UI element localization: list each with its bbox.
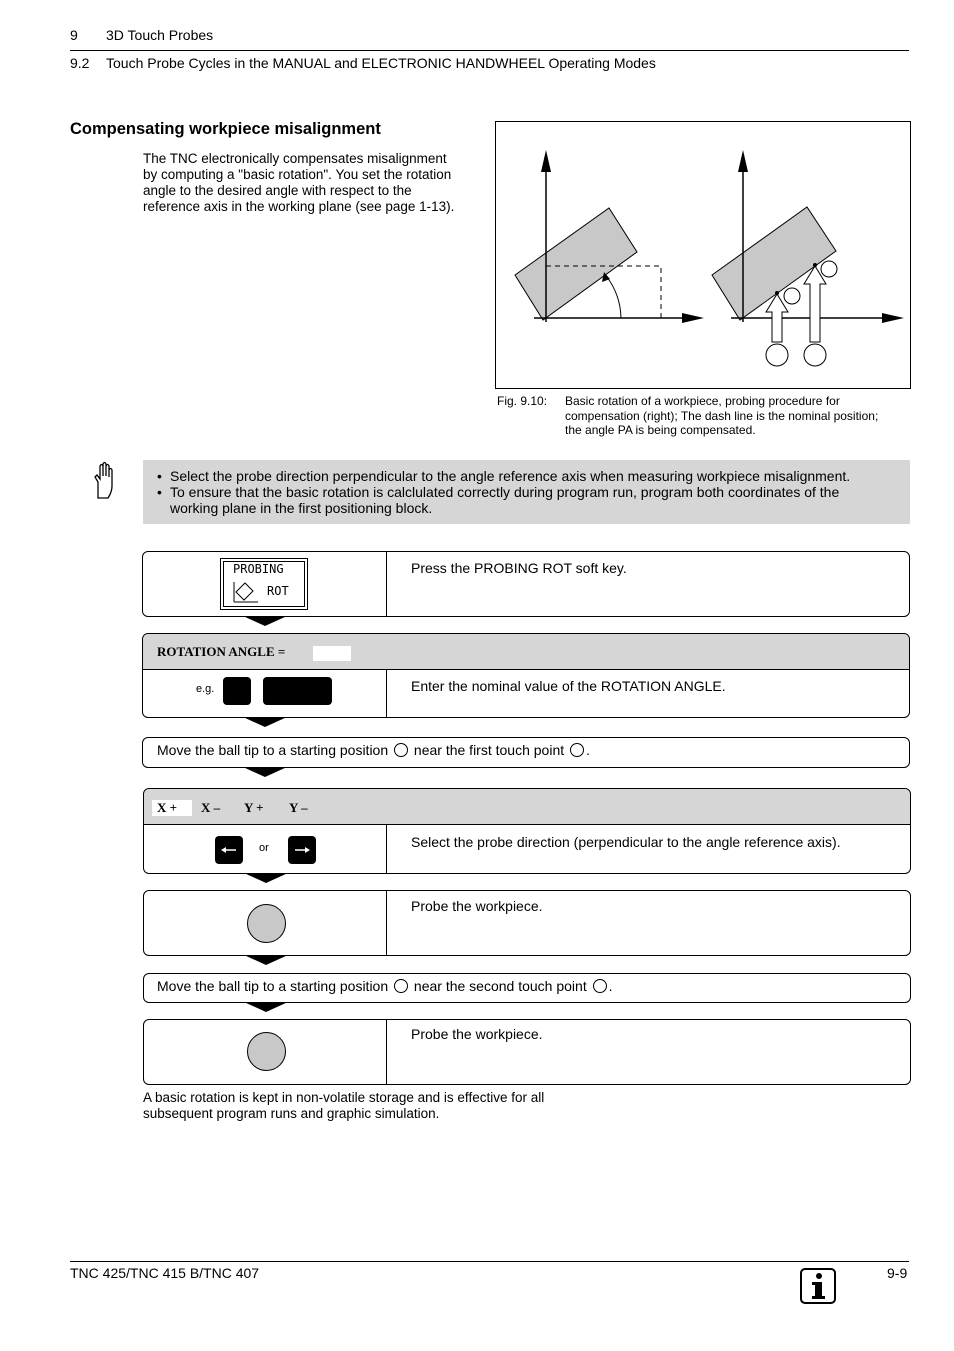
arrow-left-key[interactable] (215, 836, 243, 864)
touch-point-circle-icon (570, 743, 584, 757)
contact-dot-second (813, 263, 817, 267)
note-item: • Select the probe direction perpendicular to the angle reference axis when measuring workpiece misalignment. (143, 468, 903, 484)
chapter-number: 9 (70, 27, 78, 43)
softkey-label-line1: PROBING (233, 562, 284, 576)
start-position-circle-icon (394, 979, 408, 993)
move2-text: Move the ball tip to a starting position near the second touch point . (157, 978, 613, 994)
basic-rotation-diagram (496, 122, 910, 388)
arrow-right-icon (288, 836, 316, 864)
axis-option[interactable]: Y + (244, 800, 264, 815)
figure-basic-rotation (495, 121, 911, 389)
section-title: Touch Probe Cycles in the MANUAL and ELECTRONIC HANDWHEEL Operating Modes (106, 55, 656, 71)
touch-point-circle-icon (593, 979, 607, 993)
eg-label: e.g. (196, 683, 215, 695)
touch-point-second (821, 261, 837, 277)
flow-arrow (244, 1002, 288, 1012)
header-rule (70, 50, 909, 51)
step3-text: Select the probe direction (perpendicular to the angle reference axis). (411, 834, 841, 850)
enter-key[interactable] (263, 677, 332, 705)
step-move-first (142, 737, 910, 768)
number-key[interactable] (223, 677, 251, 705)
flow-arrow (243, 717, 287, 727)
flow-arrow (243, 767, 287, 777)
chapter-title: 3D Touch Probes (106, 27, 214, 43)
step2-text: Enter the nominal value of the ROTATION ANGLE. (411, 678, 726, 694)
probing-rot-softkey[interactable] (220, 558, 308, 610)
axis-option[interactable]: X – (201, 800, 221, 815)
info-icon (800, 1268, 836, 1304)
note-box (143, 460, 910, 524)
x-axis-arrow-right (882, 313, 904, 323)
probe-arrow-second (804, 266, 826, 342)
step-rotation-angle (142, 633, 910, 718)
step4-text: Probe the workpiece. (411, 898, 543, 914)
or-label: or (259, 842, 269, 854)
section-number: 9.2 (70, 55, 90, 71)
contact-dot-first (775, 291, 779, 295)
figure-label: Fig. 9.10: (497, 394, 548, 408)
arrow-left-icon (215, 836, 243, 864)
x-axis-arrow-left (682, 313, 704, 323)
nc-start-key[interactable] (247, 1032, 286, 1071)
softkey-label-line2: ROT (267, 584, 289, 598)
page-number: 9-9 (887, 1265, 908, 1281)
start-position-second (804, 344, 826, 366)
footer-rule (70, 1261, 909, 1262)
angle-arc (607, 277, 621, 318)
flow-arrow (243, 616, 287, 626)
hand-pointing-icon (92, 460, 122, 500)
note-item: • To ensure that the basic rotation is calclulated correctly during program run, program both coordinates of the working plane in the first positioning block. (143, 484, 903, 516)
step5-text: Probe the workpiece. (411, 1026, 543, 1042)
arrow-right-key[interactable] (288, 836, 316, 864)
step-probe-direction (143, 788, 911, 874)
rotation-angle-prompt: ROTATION ANGLE = (157, 644, 286, 659)
y-axis-arrow-right (738, 150, 748, 172)
closing-paragraph: A basic rotation is kept in non-volatile storage and is effective for all subsequent program runs and graphic simulation. (143, 1090, 545, 1121)
flow-arrow (244, 955, 288, 965)
y-axis-arrow-left (541, 150, 551, 172)
nc-start-key[interactable] (247, 904, 286, 943)
probe-rotation-icon (233, 580, 259, 604)
intro-paragraph: The TNC electronically compensates misalignment by computing a "basic rotation". You set the rotation angle to the desired angle with respect to the reference axis in the working plane (see page 1-13). (143, 151, 455, 214)
start-position-circle-icon (394, 743, 408, 757)
flow-arrow (244, 873, 288, 883)
footer-model: TNC 425/TNC 415 B/TNC 407 (70, 1265, 260, 1281)
start-position-first (766, 344, 788, 366)
touch-point-first (784, 288, 800, 304)
rotation-angle-input[interactable] (313, 646, 351, 661)
step1-text: Press the PROBING ROT soft key. (411, 560, 627, 576)
step-move-second (143, 973, 911, 1003)
axis-option[interactable]: Y – (289, 800, 308, 815)
figure-caption: Basic rotation of a workpiece, probing procedure for compensation (right); The dash line is the nominal position; the angle PA is being compensated. (565, 394, 879, 437)
axis-option-selected[interactable]: X + (152, 800, 192, 816)
move1-text: Move the ball tip to a starting position near the first touch point . (157, 742, 590, 758)
page-title: Compensating workpiece misalignment (70, 120, 381, 138)
